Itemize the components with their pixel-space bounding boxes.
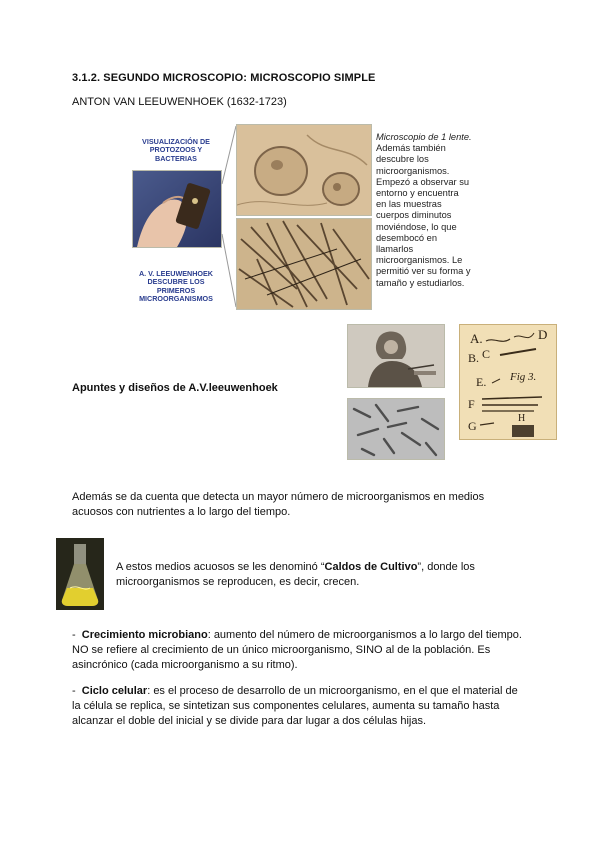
flask-image (56, 538, 104, 610)
culture-text-pre: A estos medios acuosos se les denominó “ (116, 561, 325, 573)
crecimiento-line-2: NO se refiere al crecimiento de un único microorganismo, SINO al de la población. Es (72, 644, 491, 656)
bullet-dash: - (72, 629, 82, 641)
microscope-figure-panel (130, 124, 475, 309)
caption-leeuwenhoek (130, 270, 222, 304)
side-line: en las muestras (376, 199, 442, 210)
caption-line: VISUALIZACIÓN DE (142, 137, 210, 146)
definition-ciclo (72, 684, 552, 729)
fig-label-a: A. (470, 331, 483, 346)
fig-label-fig: Fig 3. (510, 371, 537, 383)
fig-label-d: D (538, 327, 548, 342)
culture-line-1 (116, 560, 546, 575)
paragraph-line: acuosos con nutrientes a lo largo del tiempo. (72, 506, 291, 518)
side-line: Microscopio de 1 lente. (376, 132, 472, 142)
fig-label-b: B. (468, 351, 480, 365)
caption-line: PROTOZOOS Y BACTERIAS (149, 145, 203, 163)
notes-title: Apuntes y diseños de A.V.leeuwenhoek (72, 382, 278, 394)
side-line: microorganismos. Le (376, 255, 463, 266)
definition-crecimiento (72, 628, 552, 673)
paragraph-culture (116, 560, 546, 590)
paragraph-line: Además se da cuenta que detecta un mayor número de microorganismos en medios (72, 491, 485, 503)
fig-label-e: E. (476, 375, 487, 389)
caption-line: A. V. LEEUWENHOEK (138, 269, 213, 278)
figure-side-text (376, 132, 476, 289)
side-line: tamaño y estudiarlos. (376, 277, 465, 288)
bullet-dash: - (72, 685, 82, 697)
side-line: descubre los (376, 154, 429, 165)
rods-micrograph (347, 398, 445, 460)
section-heading: 3.1.2. SEGUNDO MICROSCOPIO: MICROSCOPIO SIMPLE (72, 72, 376, 84)
fig-label-c: C (482, 347, 491, 361)
fig-label-f: F (468, 397, 475, 411)
caption-line: DESCUBRE LOS PRIMEROS (147, 277, 205, 295)
bacteria-image (237, 219, 371, 309)
ciclo-line-2: la célula se replica, se sintetizan sus componentes celulares, aumenta su tamaño hasta (72, 700, 500, 712)
author-subtitle: ANTON VAN LEEUWENHOEK (1632-1723) (72, 96, 287, 108)
culture-term: Caldos de Cultivo (324, 561, 418, 573)
side-line: permitió ver su forma y (376, 266, 471, 277)
ciclo-text: : es el proceso de desarrollo de un microorganismo, en el que el material de (147, 685, 518, 697)
culture-text-post: ”, donde los (417, 561, 475, 573)
microscope-hand-photo (132, 170, 222, 248)
side-line: desembocó en (376, 232, 437, 243)
side-line: Además también (376, 143, 446, 154)
crecimiento-line-1 (72, 628, 552, 643)
culture-flask-photo (56, 538, 104, 610)
ciclo-line-3: alcanzar el doble del inicial y se divide para dar lugar a dos células hijas. (72, 715, 427, 727)
crecimiento-line-3: asincrónico (cada microorganismo a su ritmo). (72, 659, 298, 671)
protozoa-micrograph (236, 124, 372, 216)
hand-drawn-notes (459, 324, 557, 440)
crecimiento-text: : aumento del número de microorganismos a lo largo del tiempo. (207, 629, 522, 641)
portrait-image (348, 325, 444, 387)
paragraph-detection (72, 490, 542, 520)
microscope-hand-image (133, 171, 221, 247)
ciclo-term: Ciclo celular (81, 685, 148, 697)
ciclo-line-1 (72, 684, 552, 699)
culture-line-2: microorganismos se reproducen, es decir, crecen. (116, 576, 360, 588)
caption-visualization (130, 138, 222, 163)
fig-label-h: H (518, 413, 526, 424)
bacteria-micrograph (236, 218, 372, 310)
leeuwenhoek-portrait (347, 324, 445, 388)
side-line: llamarlos (376, 244, 414, 255)
side-line: Empezó a observar su (376, 176, 470, 187)
side-line: microorganismos. (376, 165, 450, 176)
rods-image (348, 399, 444, 459)
fig-label-g: G (468, 419, 477, 433)
side-line: cuerpos diminutos (376, 210, 452, 221)
side-line: entorno y encuentra (376, 188, 459, 199)
protozoa-image (237, 125, 371, 215)
side-line: moviéndose, lo que (376, 221, 457, 232)
caption-line: MICROORGANISMOS (139, 294, 213, 304)
crecimiento-term: Crecimiento microbiano (81, 629, 208, 641)
